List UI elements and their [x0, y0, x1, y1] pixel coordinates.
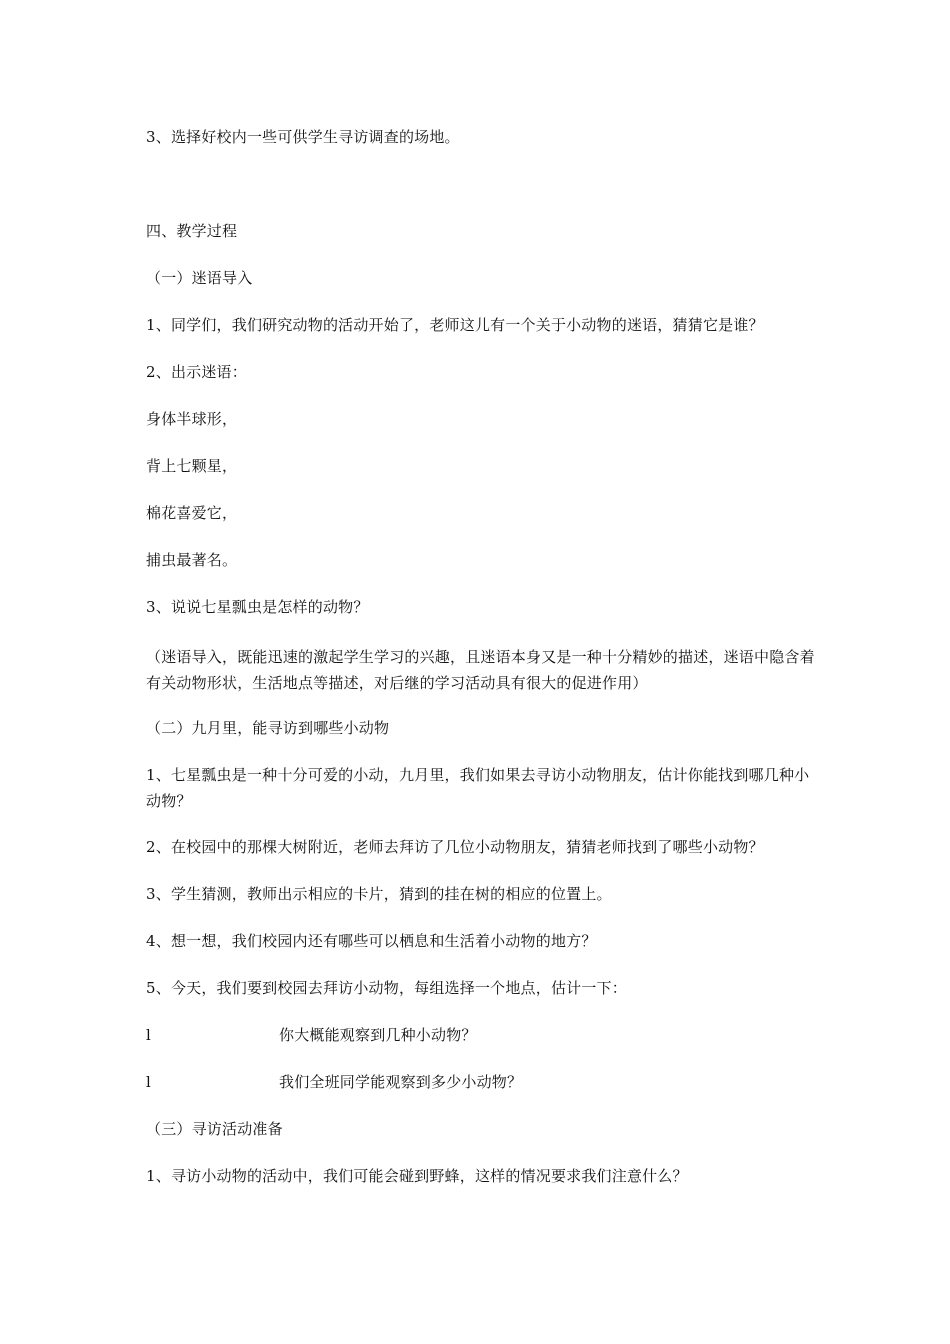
paragraph-item-3: 3、说说七星瓢虫是怎样的动物？ — [146, 598, 369, 616]
subsection-heading-september-animals: （二）九月里，能寻访到哪些小动物 — [146, 719, 390, 737]
riddle-line-2: 背上七颗星， — [146, 457, 238, 475]
prep-item-3: 3、选择好校内一些可供学生寻访调查的场地。 — [146, 128, 460, 146]
paragraph-item-3b: 3、学生猜测，教师出示相应的卡片，猜到的挂在树的相应的位置上。 — [146, 885, 612, 903]
bullet-item-2: 我们全班同学能观察到多少小动物？ — [279, 1073, 523, 1091]
paragraph-item-4b: 4、想一想，我们校园内还有哪些可以栖息和生活着小动物的地方？ — [146, 932, 597, 950]
paragraph-item-1: 1、同学们，我们研究动物的活动开始了，老师这儿有一个关于小动物的迷语，猜猜它是谁？ — [146, 316, 764, 334]
riddle-line-3: 棉花喜爱它， — [146, 504, 238, 522]
section-heading-teaching-process: 四、教学过程 — [146, 222, 238, 240]
paragraph-item-5b: 5、今天，我们要到校园去拜访小动物，每组选择一个地点，估计一下： — [146, 979, 627, 997]
teaching-note: （迷语导入，既能迅速的激起学生学习的兴趣，且迷语本身又是一种十分精妙的描述，迷语中隐含着有关动物形状，生活地点等描述，对后继的学习活动具有很大的促进作用） — [146, 648, 815, 692]
paragraph-item-2b: 2、在校园中的那棵大树附近，老师去拜访了几位小动物朋友，猜猜老师找到了哪些小动物？ — [146, 838, 764, 856]
riddle-line-1: 身体半球形， — [146, 410, 238, 428]
paragraph-item-1c: 1、寻访小动物的活动中，我们可能会碰到野蜂，这样的情况要求我们注意什么？ — [146, 1167, 688, 1185]
bullet-mark-1: l — [146, 1026, 151, 1044]
riddle-line-4: 捕虫最著名。 — [146, 551, 238, 569]
paragraph-item-2: 2、出示迷语： — [146, 363, 247, 381]
bullet-item-1: 你大概能观察到几种小动物？ — [279, 1026, 477, 1044]
bullet-mark-2: l — [146, 1073, 151, 1091]
subsection-heading-activity-prep: （三）寻访活动准备 — [146, 1120, 283, 1138]
paragraph-item-1b: 1、七星瓢虫是一种十分可爱的小动，九月里，我们如果去寻访小动物朋友，估计你能找到哪几种小动物？ — [146, 766, 810, 810]
subsection-heading-riddle-intro: （一）迷语导入 — [146, 269, 253, 287]
